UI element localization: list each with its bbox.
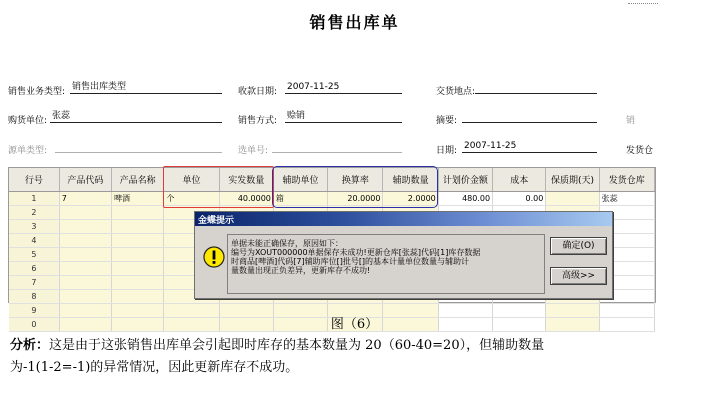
document-title: 销售出库单 xyxy=(309,13,400,32)
dialog-message-line: 时商品[啤酒]代码[7]辅助库位[]批号[]的基本计量单位数量与辅助计 xyxy=(231,257,470,266)
row-number: 7 xyxy=(9,276,59,290)
dialog-title-bar[interactable] xyxy=(195,212,612,226)
row-number: 3 xyxy=(9,220,59,234)
col-header-aux-qty[interactable]: 辅助数量 xyxy=(383,168,438,192)
cell-aux-unit[interactable]: 箱 xyxy=(273,192,327,206)
row-number: 6 xyxy=(9,262,59,276)
cell-unit[interactable]: 个 xyxy=(164,192,219,206)
date-label: 日期: xyxy=(436,146,458,156)
analysis-line-2: 为-1(1-2=-1)的异常情况，因此更新库存不成功。 xyxy=(10,360,299,375)
col-header-aux-unit[interactable]: 辅助单位 xyxy=(273,168,327,192)
warning-dialog xyxy=(194,211,613,299)
cell-qty[interactable]: 40.0000 xyxy=(219,192,273,206)
col-header-row-no[interactable]: 行号 xyxy=(9,168,59,192)
unit-qty-highlight xyxy=(163,166,274,208)
dialog-message-line: 编号为XOUT000000单据保存未成功!更新仓库[张蕊]代码[1]库存数据 xyxy=(231,248,481,257)
select-no-field[interactable] xyxy=(272,140,402,153)
row-number: 0 xyxy=(9,318,59,332)
purchaser-field[interactable]: 张蕊 xyxy=(50,110,222,123)
cell-code[interactable]: 7 xyxy=(59,192,111,206)
delivery-place-field[interactable] xyxy=(475,81,597,94)
row-number: 1 xyxy=(9,192,59,206)
row-number: 9 xyxy=(9,304,59,318)
row-number: 8 xyxy=(9,290,59,304)
biz-type-field[interactable]: 销售出库类型 xyxy=(70,81,222,94)
advanced-button[interactable]: 高级>> xyxy=(550,267,607,285)
row-number: 5 xyxy=(9,248,59,262)
sales-method-field[interactable]: 赊销 xyxy=(285,110,402,123)
figure-caption: 图（6） xyxy=(330,317,379,332)
aux-columns-highlight xyxy=(272,166,438,208)
cell-rate[interactable]: 20.0000 xyxy=(328,192,383,206)
col-header-plan-amount[interactable]: 计划价金额 xyxy=(438,168,492,192)
source-type-field[interactable] xyxy=(55,140,222,153)
summary-label: 摘要: xyxy=(436,116,458,126)
sales-method-label: 销售方式: xyxy=(238,116,278,126)
summary-field[interactable] xyxy=(462,110,597,123)
analysis-text: 这是由于这张销售出库单会引起即时库存的基本数量为 20（60-40=20），但辅助数量 xyxy=(49,338,545,353)
col-header-name[interactable]: 产品名称 xyxy=(112,168,164,192)
analysis-prefix: 分析： xyxy=(10,338,50,353)
cell-shelf-life[interactable] xyxy=(546,192,599,206)
col-header-rate[interactable]: 换算率 xyxy=(328,168,383,192)
shipper-label: 发货仓 xyxy=(626,146,654,156)
col-header-code[interactable]: 产品代码 xyxy=(59,168,111,192)
date-field[interactable]: 2007-11-25 xyxy=(462,140,597,153)
col-header-shelf-life[interactable]: 保质期(天) xyxy=(546,168,599,192)
col-header-cost[interactable]: 成本 xyxy=(493,168,546,192)
delivery-place-label: 交货地点: xyxy=(436,87,476,97)
analysis-line-1 xyxy=(10,335,700,357)
cell-name[interactable]: 啤酒 xyxy=(112,192,164,206)
row-number: 4 xyxy=(9,234,59,248)
dialog-message-line: 量数量出现正负差异，更新库存不成功! xyxy=(231,266,371,275)
col-header-qty[interactable]: 实发数量 xyxy=(219,168,273,192)
source-type-label: 源单类型: xyxy=(8,146,48,156)
receipt-date-label: 收款日期: xyxy=(238,87,278,97)
decorative-dots xyxy=(628,3,658,7)
cell-warehouse[interactable]: 张蕊 xyxy=(599,192,654,206)
select-no-label: 选单号: xyxy=(238,146,269,156)
receipt-date-field[interactable]: 2007-11-25 xyxy=(285,81,402,94)
dialog-message-line: 单据未能正确保存，原因如下： xyxy=(231,239,343,248)
side-char: 销 xyxy=(626,116,636,126)
warning-icon xyxy=(203,246,225,268)
dialog-title: 金蝶提示 xyxy=(198,216,235,226)
col-header-warehouse[interactable]: 发货仓库 xyxy=(599,168,654,192)
row-number: 2 xyxy=(9,206,59,220)
cell-aux-qty[interactable]: 2.0000 xyxy=(383,192,438,206)
cell-cost[interactable]: 0.00 xyxy=(493,192,546,206)
col-header-unit[interactable]: 单位 xyxy=(164,168,219,192)
cell-plan-amount[interactable]: 480.00 xyxy=(438,192,492,206)
ok-button[interactable]: 确定(O) xyxy=(550,237,607,255)
biz-type-label: 销售业务类型: xyxy=(8,87,66,97)
purchaser-label: 购货单位: xyxy=(8,116,48,126)
